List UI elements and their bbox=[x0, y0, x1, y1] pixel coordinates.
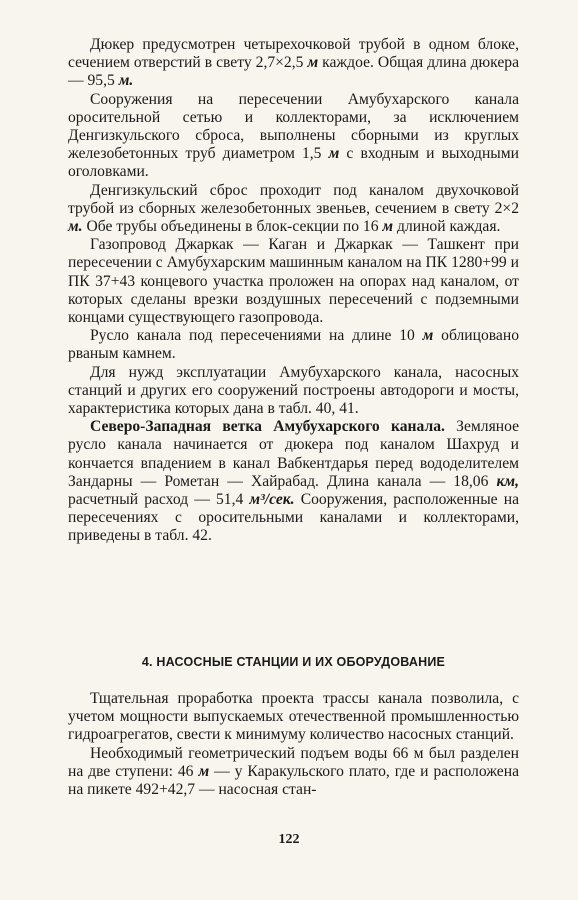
text-run: м. bbox=[118, 72, 134, 90]
paragraph bbox=[68, 182, 519, 237]
text-run: Тщательная проработка проекта трассы канала позволила, с учетом мощности выпускаемых отечественной промышленностью гидроагрегатов, свести к минимуму количество насосных станций. bbox=[68, 690, 519, 744]
paragraph bbox=[68, 327, 519, 363]
text-run: Обе трубы объединены в блок-секции по 16 bbox=[82, 218, 383, 236]
paragraph bbox=[68, 364, 519, 419]
text-run: Северо-Западная ветка Амубухарского канала. bbox=[90, 418, 445, 436]
text-block-main bbox=[68, 36, 519, 546]
paragraph bbox=[68, 91, 519, 182]
text-run: Русло канала под пересечениями на длине 10 bbox=[90, 327, 423, 345]
text-run: облицовано рваным камнем. bbox=[68, 327, 519, 363]
paragraph bbox=[68, 745, 519, 800]
text-run: км, bbox=[496, 472, 519, 490]
text-run: Газопровод Джаркак — Каган и Джаркак — Ташкент при пересечении с Амубухарским машинным каналом на ПК 1280+99 и ПК 37+43 концевого участка проложен на опорах над каналом, от которых сделаны врезки воздушных пересечений с подземными концами существующего газопровода. bbox=[68, 236, 519, 327]
text-run: Сооружения на пересечении Амубухарского канала оросительной сетью и коллекторами, за исключением Денгизкульского сброса, выполнены сборными из круглых железобетонных труб диаметром 1,5 bbox=[68, 90, 519, 163]
text-run: Сооружения, расположенные на пересечениях с оросительными каналами и коллекторами, приведены в табл. 42. bbox=[68, 491, 520, 545]
text-run: Денгизкульский сброс проходит под каналом двухочковой трубой из сборных железобетонных звеньев, сечением в свету 2×2 bbox=[68, 181, 519, 217]
paragraph bbox=[68, 236, 519, 327]
text-run: Для нужд эксплуатации Амубухарского канала, насосных станций и других его сооружений построены автодороги и мосты, характеристика которых дана в табл. 40, 41. bbox=[68, 363, 519, 418]
text-run: м bbox=[198, 762, 210, 780]
text-run: с входным и выходными оголовками. bbox=[68, 145, 519, 181]
text-run: — у Каракульского плато, где и расположена на пикете 492+42,7 — насосная стан- bbox=[68, 762, 519, 799]
text-run: каждое. Общая длина дюкера — 95,5 bbox=[68, 54, 519, 90]
text-run: длиной каждая. bbox=[393, 218, 501, 236]
section-heading: 4. НАСОСНЫЕ СТАНЦИИ И ИХ ОБОРУДОВАНИЕ bbox=[141, 655, 446, 669]
paragraph bbox=[68, 418, 519, 545]
text-run: м bbox=[328, 145, 340, 163]
text-run: м. bbox=[68, 218, 83, 236]
text-run: м bbox=[307, 54, 319, 72]
text-run: м bbox=[382, 218, 394, 236]
text-run: Дюкер предусмотрен четырехочковой трубой в одном блоке, сечением отверстий в свету 2,7×2,5 bbox=[68, 36, 519, 72]
text-run: м bbox=[422, 327, 434, 345]
text-run: Земляное русло канала начинается от дюкера под каналом Шахруд и кончается впадением в канал Вабкентдарья перед вододелителем Зандарны — Рометан — Хайрабад. Длина канала — 18,06 bbox=[68, 418, 519, 490]
text-run: расчетный расход — 51,4 bbox=[68, 491, 250, 509]
text-run: Необходимый геометрический подъем воды 66 м был разделен на две ступени: 46 bbox=[68, 744, 519, 780]
paragraph bbox=[68, 36, 519, 91]
text-run: м³/сек. bbox=[249, 491, 295, 509]
text-block-section bbox=[68, 690, 519, 799]
page-number: 122 bbox=[278, 832, 300, 847]
paragraph bbox=[68, 690, 519, 745]
